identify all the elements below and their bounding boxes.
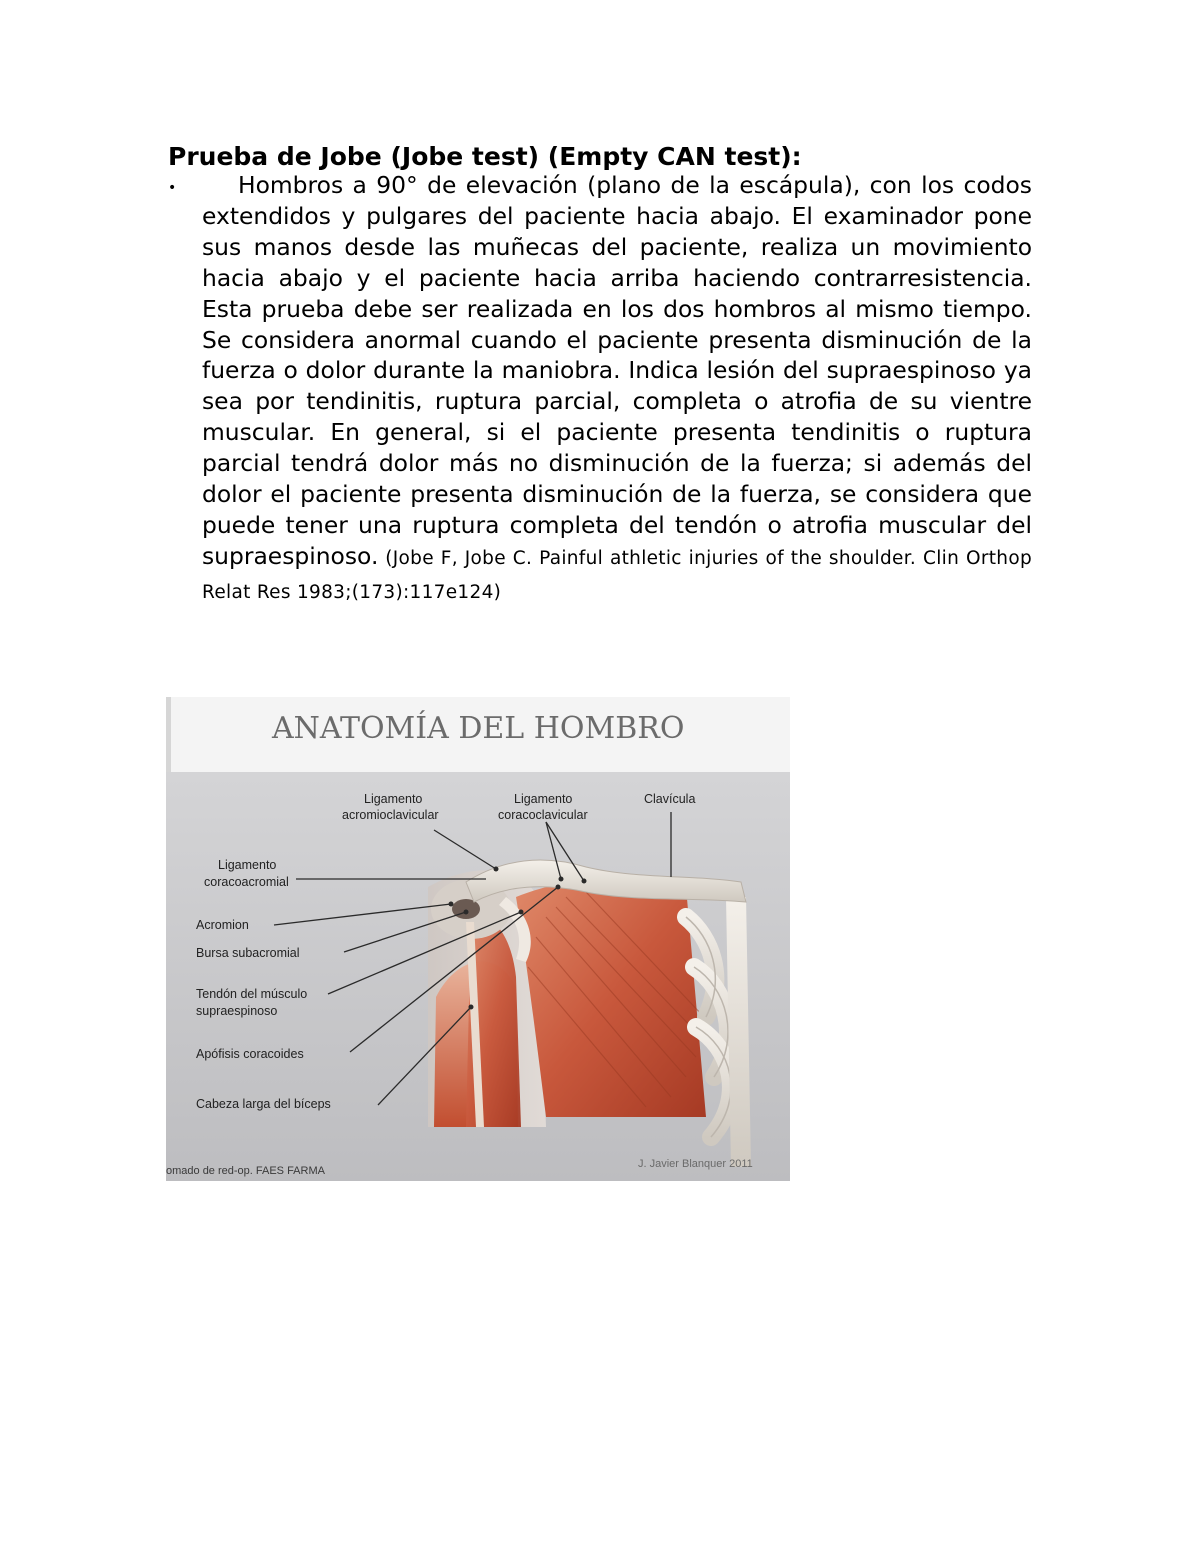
credit-author: J. Javier Blanquer 2011 bbox=[638, 1158, 753, 1170]
label-cabeza-larga-biceps: Cabeza larga del bíceps bbox=[196, 1097, 331, 1111]
credit-source: omado de red-op. FAES FARMA bbox=[166, 1165, 325, 1177]
paragraph-text: Hombros a 90° de elevación (plano de la escápula), con los codos extendidos y pulgares del paciente hacia abajo. El examinador pone sus manos desde las muñecas del paciente, realiza un movimiento hacia abajo y el paciente hacia arriba haciendo contrarresistencia. Esta prueba debe ser realizada en los dos hombros al mismo tiempo. Se considera anormal cuando el paciente presenta disminución de la fuerza o dolor durante la maniobra. Indica lesión del supraespinoso ya sea por tendinitis, ruptura parcial, completa o atrofia de su vientre muscular. En general, si el paciente presenta tendinitis o ruptura parcial tendrá dolor más no disminución de la fuerza; si además del dolor el paciente presenta disminución de la fuerza, se considera que puede tener una ruptura completa del tendón o atrofia muscular del supraespinoso. bbox=[202, 171, 1032, 570]
label-lig-coracoclavicular-1: Ligamento bbox=[514, 792, 573, 806]
label-lig-coracoclavicular-2: coracoclavicular bbox=[498, 808, 588, 822]
label-lig-coracoacromial-2: coracoacromial bbox=[204, 875, 289, 889]
bullet-paragraph bbox=[202, 170, 1032, 609]
label-lig-coracoacromial-1: Ligamento bbox=[218, 858, 277, 872]
label-lig-acromioclavicular-2: acromioclavicular bbox=[342, 808, 439, 822]
subacromial-bursa bbox=[452, 899, 480, 919]
label-clavicula: Clavícula bbox=[644, 792, 696, 806]
label-bursa-subacromial: Bursa subacromial bbox=[196, 946, 300, 960]
shoulder-anatomy-figure bbox=[166, 697, 790, 1181]
section-heading: Prueba de Jobe (Jobe test) (Empty CAN test): bbox=[168, 142, 802, 171]
label-lig-acromioclavicular-1: Ligamento bbox=[364, 792, 423, 806]
label-apofisis-coracoides: Apófisis coracoides bbox=[196, 1047, 304, 1061]
figure-title: ANATOMÍA DEL HOMBRO bbox=[272, 711, 685, 746]
figure-left-edge bbox=[166, 697, 171, 772]
label-tendon-2: supraespinoso bbox=[196, 1004, 278, 1018]
citation-text: (Jobe F, Jobe C. Painful athletic injuries of the shoulder. Clin Orthop Relat Res 1983;(173):117e124) bbox=[202, 547, 1032, 603]
label-acromion: Acromion bbox=[196, 918, 249, 932]
label-tendon-1: Tendón del músculo bbox=[196, 987, 308, 1001]
list-bullet: • bbox=[168, 180, 177, 196]
